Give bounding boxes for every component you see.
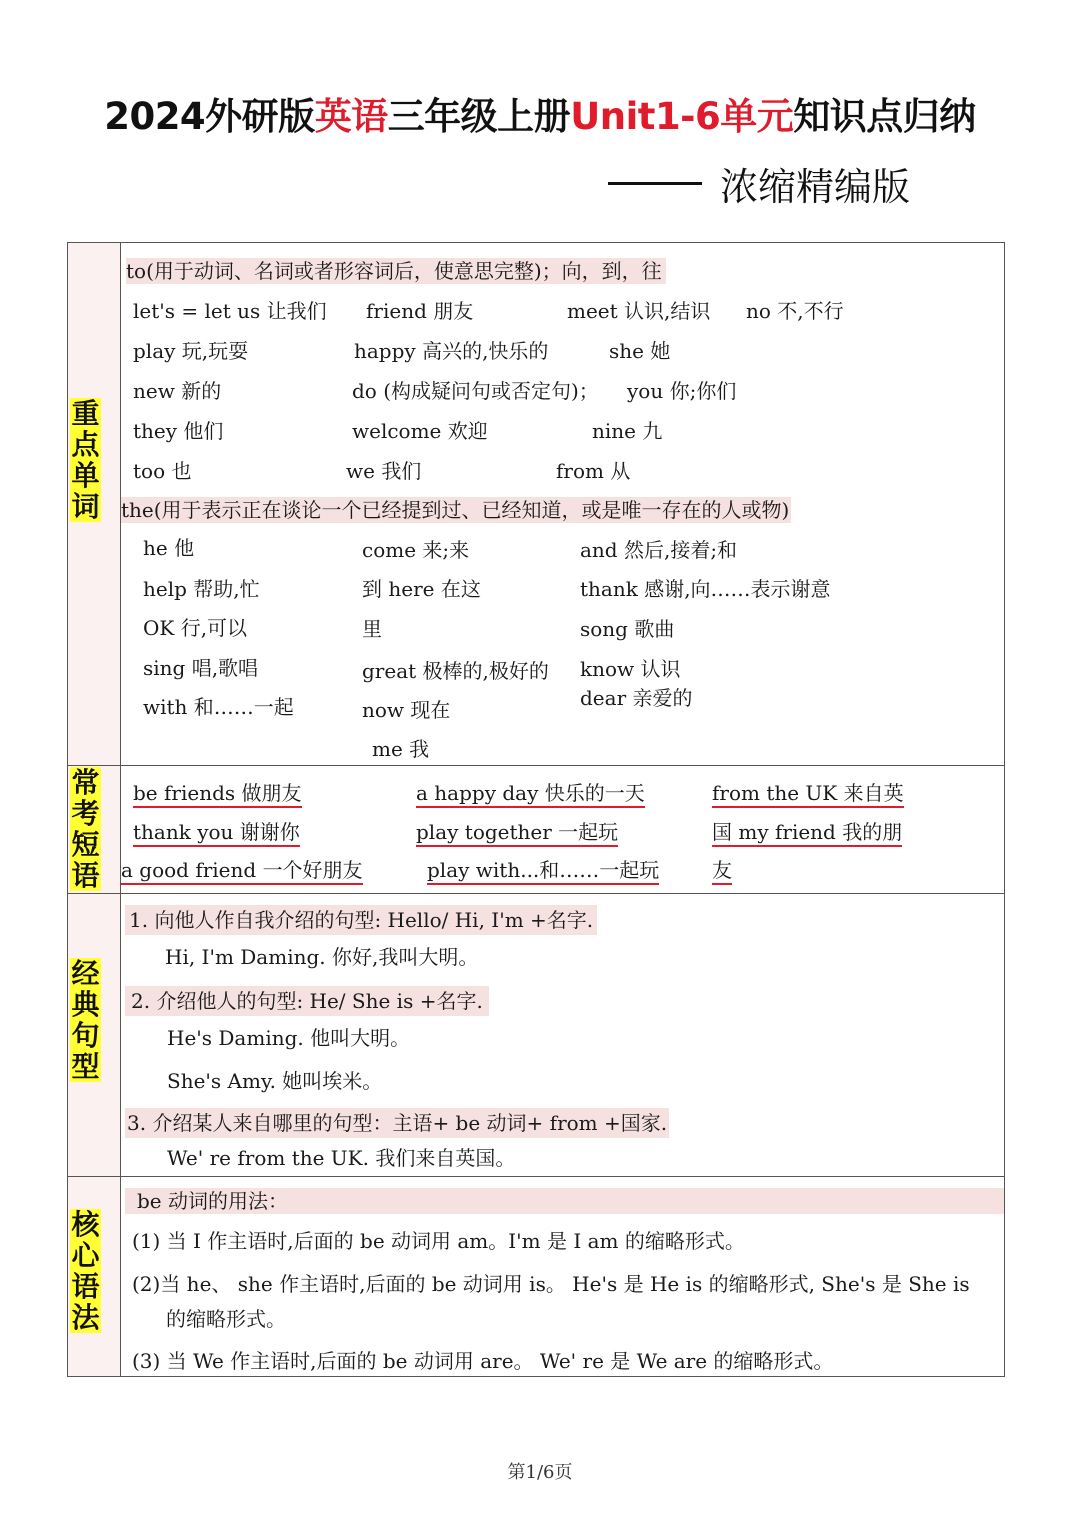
phrase-item: 友 bbox=[712, 858, 732, 885]
sentence-pattern-3: 3. 介绍某人来自哪里的句型：主语+ be 动词+ from +国家. bbox=[125, 1108, 669, 1138]
vocab-word: great 极棒的,极好的 bbox=[362, 659, 549, 683]
phrase-item: thank you 谢谢你 bbox=[133, 820, 300, 847]
phrase-item: 国 my friend 我的朋 bbox=[712, 820, 902, 847]
vocab-word: do (构成疑问句或否定句)； bbox=[352, 379, 599, 403]
sentence-pattern-2: 2. 介绍他人的句型: He/ She is +名字. bbox=[125, 986, 489, 1016]
vocab-word: now 现在 bbox=[362, 698, 451, 722]
vocab-word: come 来;来 bbox=[362, 538, 470, 562]
phrase-item: play together 一起玩 bbox=[416, 820, 618, 847]
page-subtitle: 浓缩精编版 bbox=[608, 156, 910, 211]
vocab-word: and 然后,接着;和 bbox=[580, 538, 738, 562]
vocab-word: she 她 bbox=[609, 339, 671, 363]
vocab-word: happy 高兴的,快乐的 bbox=[354, 339, 549, 363]
vocab-word: we 我们 bbox=[346, 459, 422, 483]
sentence-example: Hi, I'm Daming. 你好,我叫大明。 bbox=[165, 945, 479, 969]
vocab-word: song 歌曲 bbox=[580, 617, 675, 641]
vocab-the-line: the(用于表示正在谈论一个已经提到过、已经知道，或是唯一存在的人或物) bbox=[121, 498, 790, 522]
grammar-rule: (1) 当 I 作主语时,后面的 be 动词用 am。I'm 是 I am 的缩略形式。 bbox=[132, 1229, 745, 1253]
vocab-word: welcome 欢迎 bbox=[352, 419, 488, 443]
vocab-word: OK 行,可以 bbox=[143, 616, 248, 640]
page-number: 第1/6页 bbox=[507, 1462, 573, 1483]
vocab-word: thank 感谢,向……表示谢意 bbox=[580, 577, 831, 601]
vocab-word: play 玩,玩耍 bbox=[133, 339, 249, 363]
vocab-word: nine 九 bbox=[592, 419, 663, 443]
vocab-word: from 从 bbox=[556, 459, 631, 483]
sentences-label: 经典句型 bbox=[71, 957, 100, 1083]
vocab-word: meet 认识,结识 bbox=[567, 299, 711, 323]
page-title: 2024外研版英语三年级上册Unit1-6单元知识点归纳 bbox=[104, 95, 976, 138]
vocab-word: he 他 bbox=[143, 536, 195, 560]
vocab-label: 重点单词 bbox=[71, 397, 100, 523]
sentence-example: We' re from the UK. 我们来自英国。 bbox=[167, 1146, 516, 1170]
grammar-rule: 的缩略形式。 bbox=[166, 1307, 286, 1331]
phrase-item: a good friend 一个好朋友 bbox=[121, 858, 363, 885]
grammar-rule: (3) 当 We 作主语时,后面的 be 动词用 are。 We' re 是 We are 的缩略形式。 bbox=[132, 1349, 834, 1373]
vocab-word: too 也 bbox=[133, 459, 192, 483]
vocab-word: 到 here 在这 bbox=[362, 577, 481, 601]
phrase-item: a happy day 快乐的一天 bbox=[416, 781, 645, 808]
subtitle-dash bbox=[608, 182, 702, 185]
sentence-example: He's Daming. 他叫大明。 bbox=[167, 1026, 411, 1050]
vocab-word: friend 朋友 bbox=[366, 299, 474, 323]
vocab-word: dear 亲爱的 bbox=[580, 686, 693, 710]
phrase-item: play with...和……一起玩 bbox=[427, 858, 659, 885]
vocab-word: me 我 bbox=[372, 737, 430, 761]
vocab-word: with 和……一起 bbox=[143, 695, 294, 719]
vocab-word: help 帮助,忙 bbox=[143, 577, 260, 601]
sentence-example: She's Amy. 她叫埃米。 bbox=[167, 1069, 383, 1093]
grammar-rule: (2)当 he、 she 作主语时,后面的 be 动词用 is。 He's 是 He is 的缩略形式, She's 是 She is bbox=[132, 1272, 970, 1296]
vocab-word: new 新的 bbox=[133, 379, 222, 403]
phrases-label: 常考短语 bbox=[71, 766, 100, 892]
vocab-word: let's = let us 让我们 bbox=[133, 299, 327, 323]
vocab-word: 里 bbox=[362, 617, 382, 641]
grammar-label: 核心语法 bbox=[71, 1208, 100, 1334]
sentence-pattern-1: 1. 向他人作自我介绍的句型: Hello/ Hi, I'm +名字. bbox=[125, 905, 597, 935]
vocab-word: you 你;你们 bbox=[627, 379, 737, 403]
vocab-to-line: to(用于动词、名词或者形容词后，使意思完整)；向，到，往 bbox=[126, 258, 666, 284]
grammar-heading: be 动词的用法： bbox=[125, 1188, 1004, 1214]
vocab-word: sing 唱,歌唱 bbox=[143, 656, 259, 680]
phrase-item: from the UK 来自英 bbox=[712, 781, 904, 808]
vocab-word: know 认识 bbox=[580, 657, 681, 681]
vocab-word: they 他们 bbox=[133, 419, 224, 443]
vocab-word: no 不,不行 bbox=[746, 299, 844, 323]
phrase-item: be friends 做朋友 bbox=[133, 781, 302, 808]
